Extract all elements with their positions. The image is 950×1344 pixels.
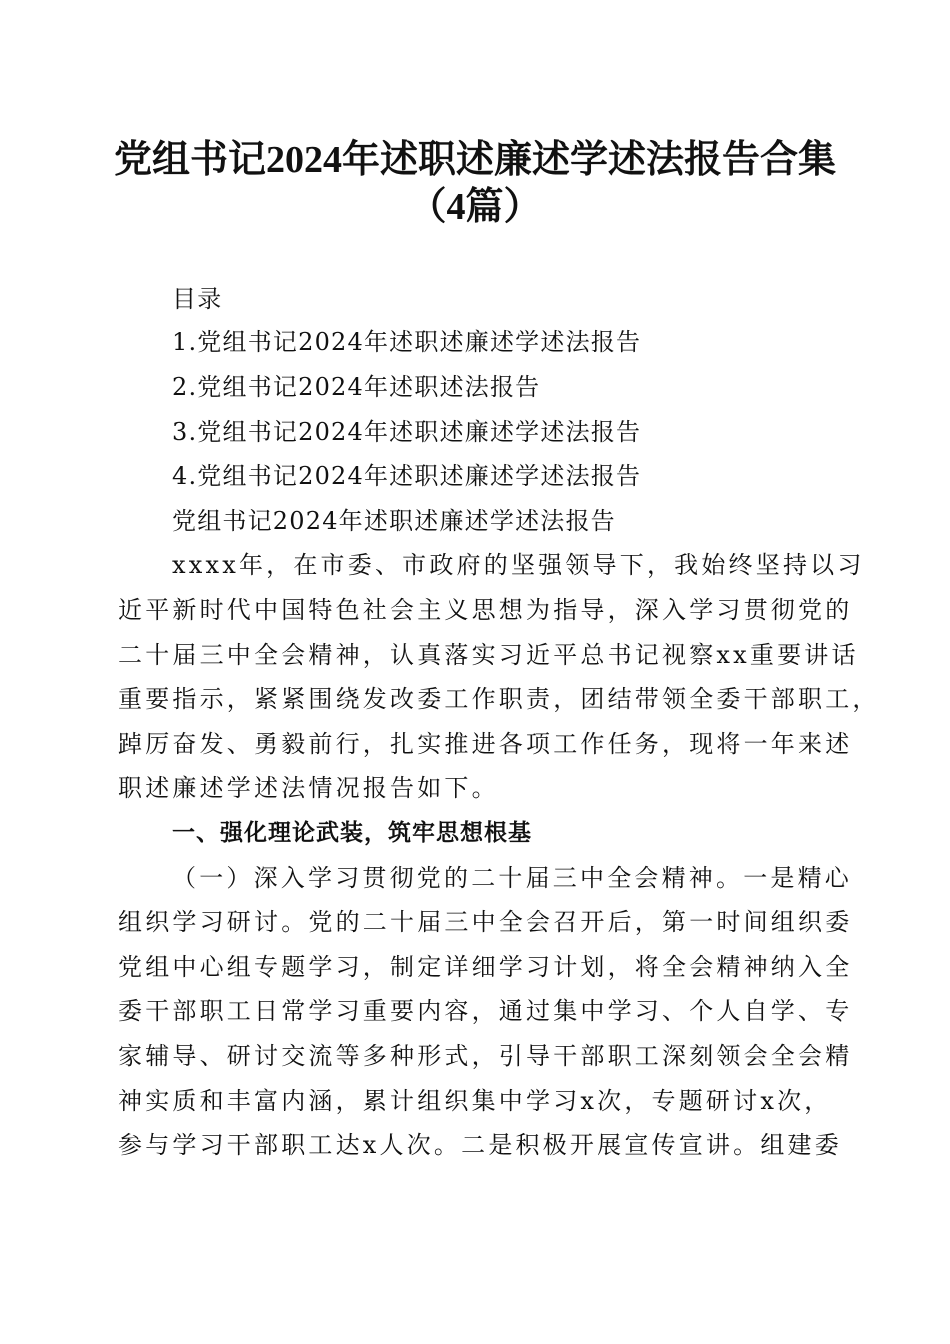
paragraph-line: 参与学习干部职工达x人次。二是积极开展宣传宣讲。组建委 [118, 1131, 842, 1159]
toc-item: 2.党组书记2024年述职述法报告 [172, 373, 541, 401]
document-title-count: （4篇） [408, 186, 542, 228]
toc-item: 4.党组书记2024年述职述廉述学述法报告 [172, 462, 642, 490]
paragraph-line: 委干部职工日常学习重要内容，通过集中学习、个人自学、专 [118, 997, 853, 1025]
paragraph-line: 党组中心组专题学习，制定详细学习计划，将全会精神纳入全 [118, 953, 853, 981]
paragraph-line: xxxx年，在市委、市政府的坚强领导下，我始终坚持以习 [172, 551, 865, 579]
section-title: 党组书记2024年述职述廉述学述法报告 [172, 507, 616, 535]
paragraph-line: 职述廉述学述法情况报告如下。 [118, 774, 499, 802]
paragraph-line: 神实质和丰富内涵，累计组织集中学习x次，专题研讨x次， [118, 1087, 832, 1115]
toc-label: 目录 [172, 285, 223, 313]
toc-item: 1.党组书记2024年述职述廉述学述法报告 [172, 328, 642, 356]
toc-item: 3.党组书记2024年述职述廉述学述法报告 [172, 418, 642, 446]
paragraph-line: （一）深入学习贯彻党的二十届三中全会精神。一是精心 [172, 864, 852, 892]
paragraph-line: 组织学习研讨。党的二十届三中全会召开后，第一时间组织委 [118, 908, 853, 936]
section-heading: 一、强化理论武装，筑牢思想根基 [172, 820, 532, 846]
paragraph-line: 踔厉奋发、勇毅前行，扎实推进各项工作任务，现将一年来述 [118, 730, 853, 758]
paragraph-line: 二十届三中全会精神，认真落实习近平总书记视察xx重要讲话 [118, 641, 859, 669]
paragraph-line: 近平新时代中国特色社会主义思想为指导，深入学习贯彻党的 [118, 596, 853, 624]
paragraph-line: 家辅导、研讨交流等多种形式，引导干部职工深刻领会全会精 [118, 1042, 853, 1070]
document-title: 党组书记2024年述职述廉述学述法报告合集 [113, 139, 836, 181]
paragraph-line: 重要指示，紧紧围绕发改委工作职责，团结带领全委干部职工， [118, 685, 880, 713]
